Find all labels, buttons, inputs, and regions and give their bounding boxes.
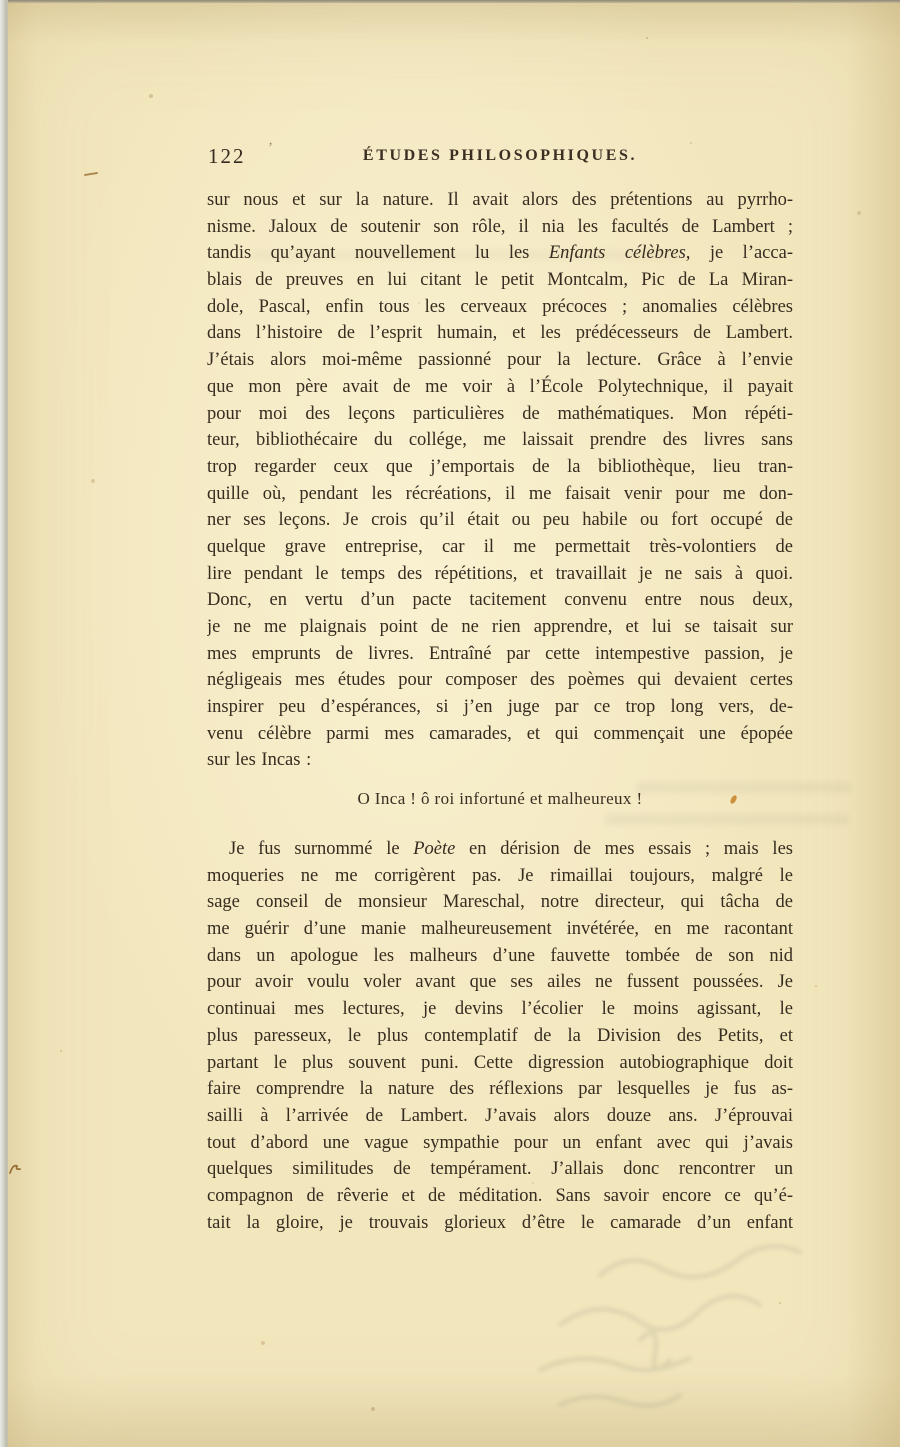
ink-fleck-dash	[84, 172, 98, 176]
page-number: 122	[208, 144, 246, 168]
paper-specks	[0, 0, 2, 2]
running-header: ÉTUDES PHILOSOPHIQUES.	[362, 147, 638, 164]
body-paragraph: sur nous et sur la nature. Il avait alors des prétentions au pyrrho- nisme. Jaloux de soutenir son rôle, il nia les facultés de Lambert ; tandis qu’ayant nouvellement lu les Enfants célèbres, je l’acca- blais de preuves en lui citant le petit Montcalm, Pic de La Miran- dole, Pascal, enfin tous les cerveaux précoces ; anomalies célèbres dans l’histoire de l’esprit humain, et les prédécesseurs de Lambert. J’étais alors moi-même passionné pour la lecture. Grâce à l’envie que mon père avait de me voir à l’École Polytechnique, il payait pour moi des leçons particulières de mathématiques. Mon répéti- teur, bibliothécaire du collége, me laissait prendre des livres sans trop regarder ceux que j’emportais de la bibliothèque, lieu tran- quille où, pendant les récréations, il me faisait venir pour me don- ner ses leçons. Je crois qu’il était ou peu habile ou fort occupé de quelque grave entreprise, car il me permettait très-volontiers de lire pendant le temps des répétitions, et travaillait je ne sais à quoi. Donc, en vertu d’un pacte tacitement convenu entre nous deux, je ne me plaignais point de ne rien apprendre, et lui se taisait sur mes emprunts de livres. Entraîné par cette intempestive passion, je négligeais mes études pour composer des poèmes qui devaient certes inspirer peu d’espérances, si j’en juge par ce trop long vers, de- venu célèbre parmi mes camarades, et qui commençait une épopée sur les Incas :	[207, 190, 793, 771]
verse-line: O Inca ! ô roi infortuné et malheureux !	[357, 789, 643, 808]
body-paragraph: Je fus surnommé le Poète en dérision de mes essais ; mais les moqueries ne me corrigèrent pas. Je rimaillai toujours, malgré le sage conseil de monsieur Mareschal, notre directeur, qui tâcha de me guérir d’une manie malheureusement invétérée, en me racontant dans un apologue les malheurs d’une fauvette tombée de son nid pour avoir voulu voler avant que ses ailes ne fussent poussées. Je continuai mes lectures, je devins l’écolier le moins agissant, le plus paresseux, le plus contemplatif de la Division des Petits, et partant le plus souvent puni. Cette digression autobiographique doit faire comprendre la nature des réflexions par lesquelles je fus as- sailli à l’arrivée de Lambert. J’avais alors douze ans. J’éprouvai tout d’abord une vague sympathie pour un enfant avec qui j’avais quelques similitudes de tempérament. J’allais donc rencontrer un compagnon de rêverie et de méditation. Sans savoir encore ce qu’é- tait la gloire, je trouvais glorieux d’être le camarade d’un enfant	[207, 839, 793, 1233]
showthrough-smudge	[604, 814, 850, 825]
ink-fleck-apostrophe: ’	[268, 140, 273, 156]
margin-ink-squiggle	[7, 1160, 23, 1178]
scan-edge-top	[0, 0, 900, 3]
handwriting-showthrough	[0, 1230, 900, 1447]
